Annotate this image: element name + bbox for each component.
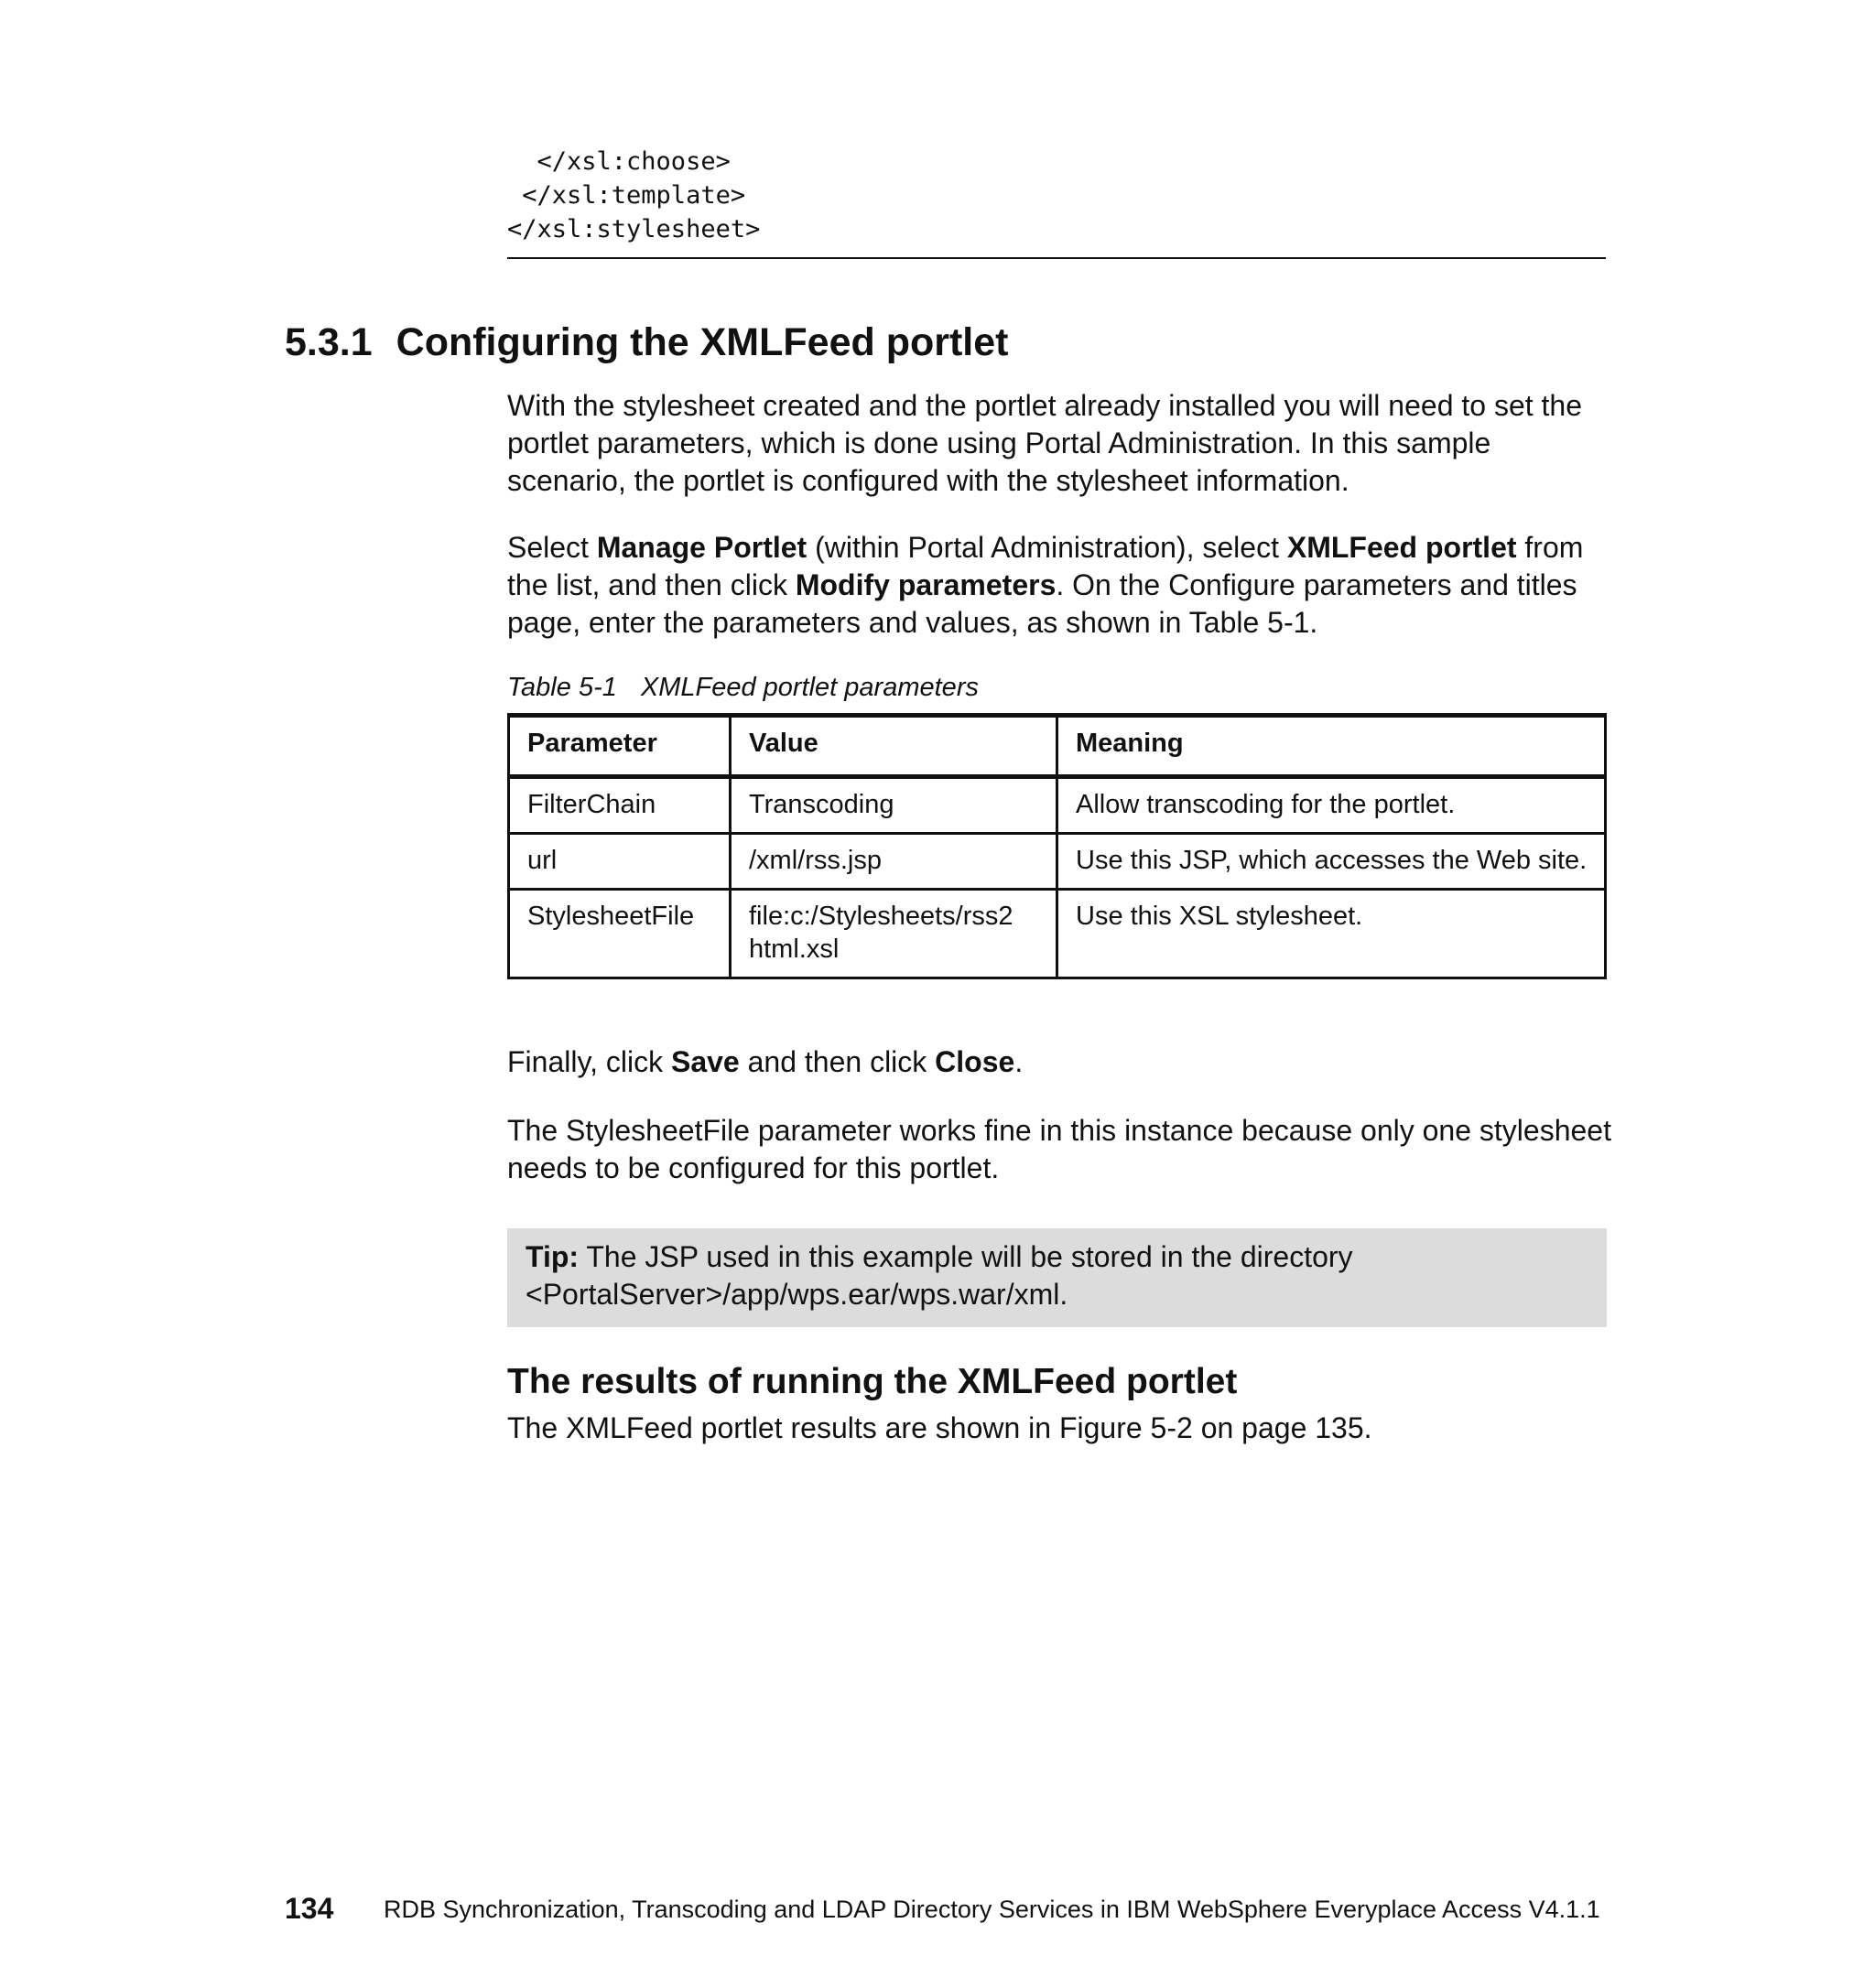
text-run: (within Portal Administration), select [807,531,1287,564]
results-paragraph: The XMLFeed portlet results are shown in Figure 5-2 on page 135. [507,1411,1372,1444]
header-meaning: Meaning [1057,716,1606,777]
save-label: Save [670,1045,740,1078]
section-title: Configuring the XMLFeed portlet [396,320,1009,364]
intro-paragraph: With the stylesheet created and the portlet already installed you will need to set the portlet parameters, which is done using Portal Administration. In this sample scenario, the portlet is configured with the stylesheet information. [507,389,1583,497]
text-run: from the list, and then click [507,531,1584,601]
text-run: . On the Configure parameters and titles page, enter the parameters and values, as shown in Table 5-1. [507,568,1577,639]
header-value: Value [731,716,1057,777]
text-run: and then click [739,1045,936,1078]
section-number: 5.3.1 [285,320,373,364]
table-cell: Use this JSP, which accesses the Web site. [1057,834,1606,890]
table-cell: StylesheetFile [509,890,731,978]
instructions-paragraph [507,529,1615,642]
code-line: </xsl:stylesheet> [507,215,761,243]
table-cell: Transcoding [731,777,1057,834]
table-row [509,777,1606,834]
code-line: </xsl:template> [507,181,746,210]
text-run: Select [507,531,597,564]
table-cell: FilterChain [509,777,731,834]
table-cell: Use this XSL stylesheet. [1057,890,1606,978]
table-caption-number: Table 5-1 [507,673,617,702]
manage-portlet-label: Manage Portlet [596,531,807,564]
section-heading [285,320,1008,365]
code-line: </xsl:choose> [507,147,731,176]
xmlfeed-portlet-label: XMLFeed portlet [1286,531,1517,564]
page-number: 134 [285,1892,334,1925]
table-cell: url [509,834,731,890]
tip-label: Tip: [526,1240,580,1273]
tip-text: The JSP used in this example will be stored in the directory <PortalServer>/app/wps.ear/wps.war/xml. [526,1240,1353,1311]
table-cell: /xml/rss.jsp [731,834,1057,890]
stylesheet-paragraph: The StylesheetFile parameter works fine in this instance because only one stylesheet needs to be configured for this portlet. [507,1114,1611,1184]
table-cell: Allow transcoding for the portlet. [1057,777,1606,834]
save-close-paragraph [507,1043,1615,1081]
book-title: RDB Synchronization, Transcoding and LDAP Directory Services in IBM WebSphere Everyplace Access V4.1.1 [384,1896,1600,1923]
table-header-row [509,716,1606,777]
header-parameter: Parameter [509,716,731,777]
close-label: Close [935,1045,1015,1078]
table-cell: file:c:/Stylesheets/rss2 html.xsl [731,890,1057,978]
tip-box [507,1228,1607,1327]
subsection-heading: The results of running the XMLFeed portlet [507,1362,1238,1401]
parameters-table [507,713,1607,979]
modify-parameters-label: Modify parameters [795,568,1057,601]
code-divider [507,257,1606,259]
table-row [509,890,1606,978]
table-row [509,834,1606,890]
text-run: . [1014,1045,1024,1078]
table-caption [507,673,979,703]
table-caption-title: XMLFeed portlet parameters [640,673,979,702]
code-listing [507,145,760,246]
text-run: Finally, click [507,1045,671,1078]
